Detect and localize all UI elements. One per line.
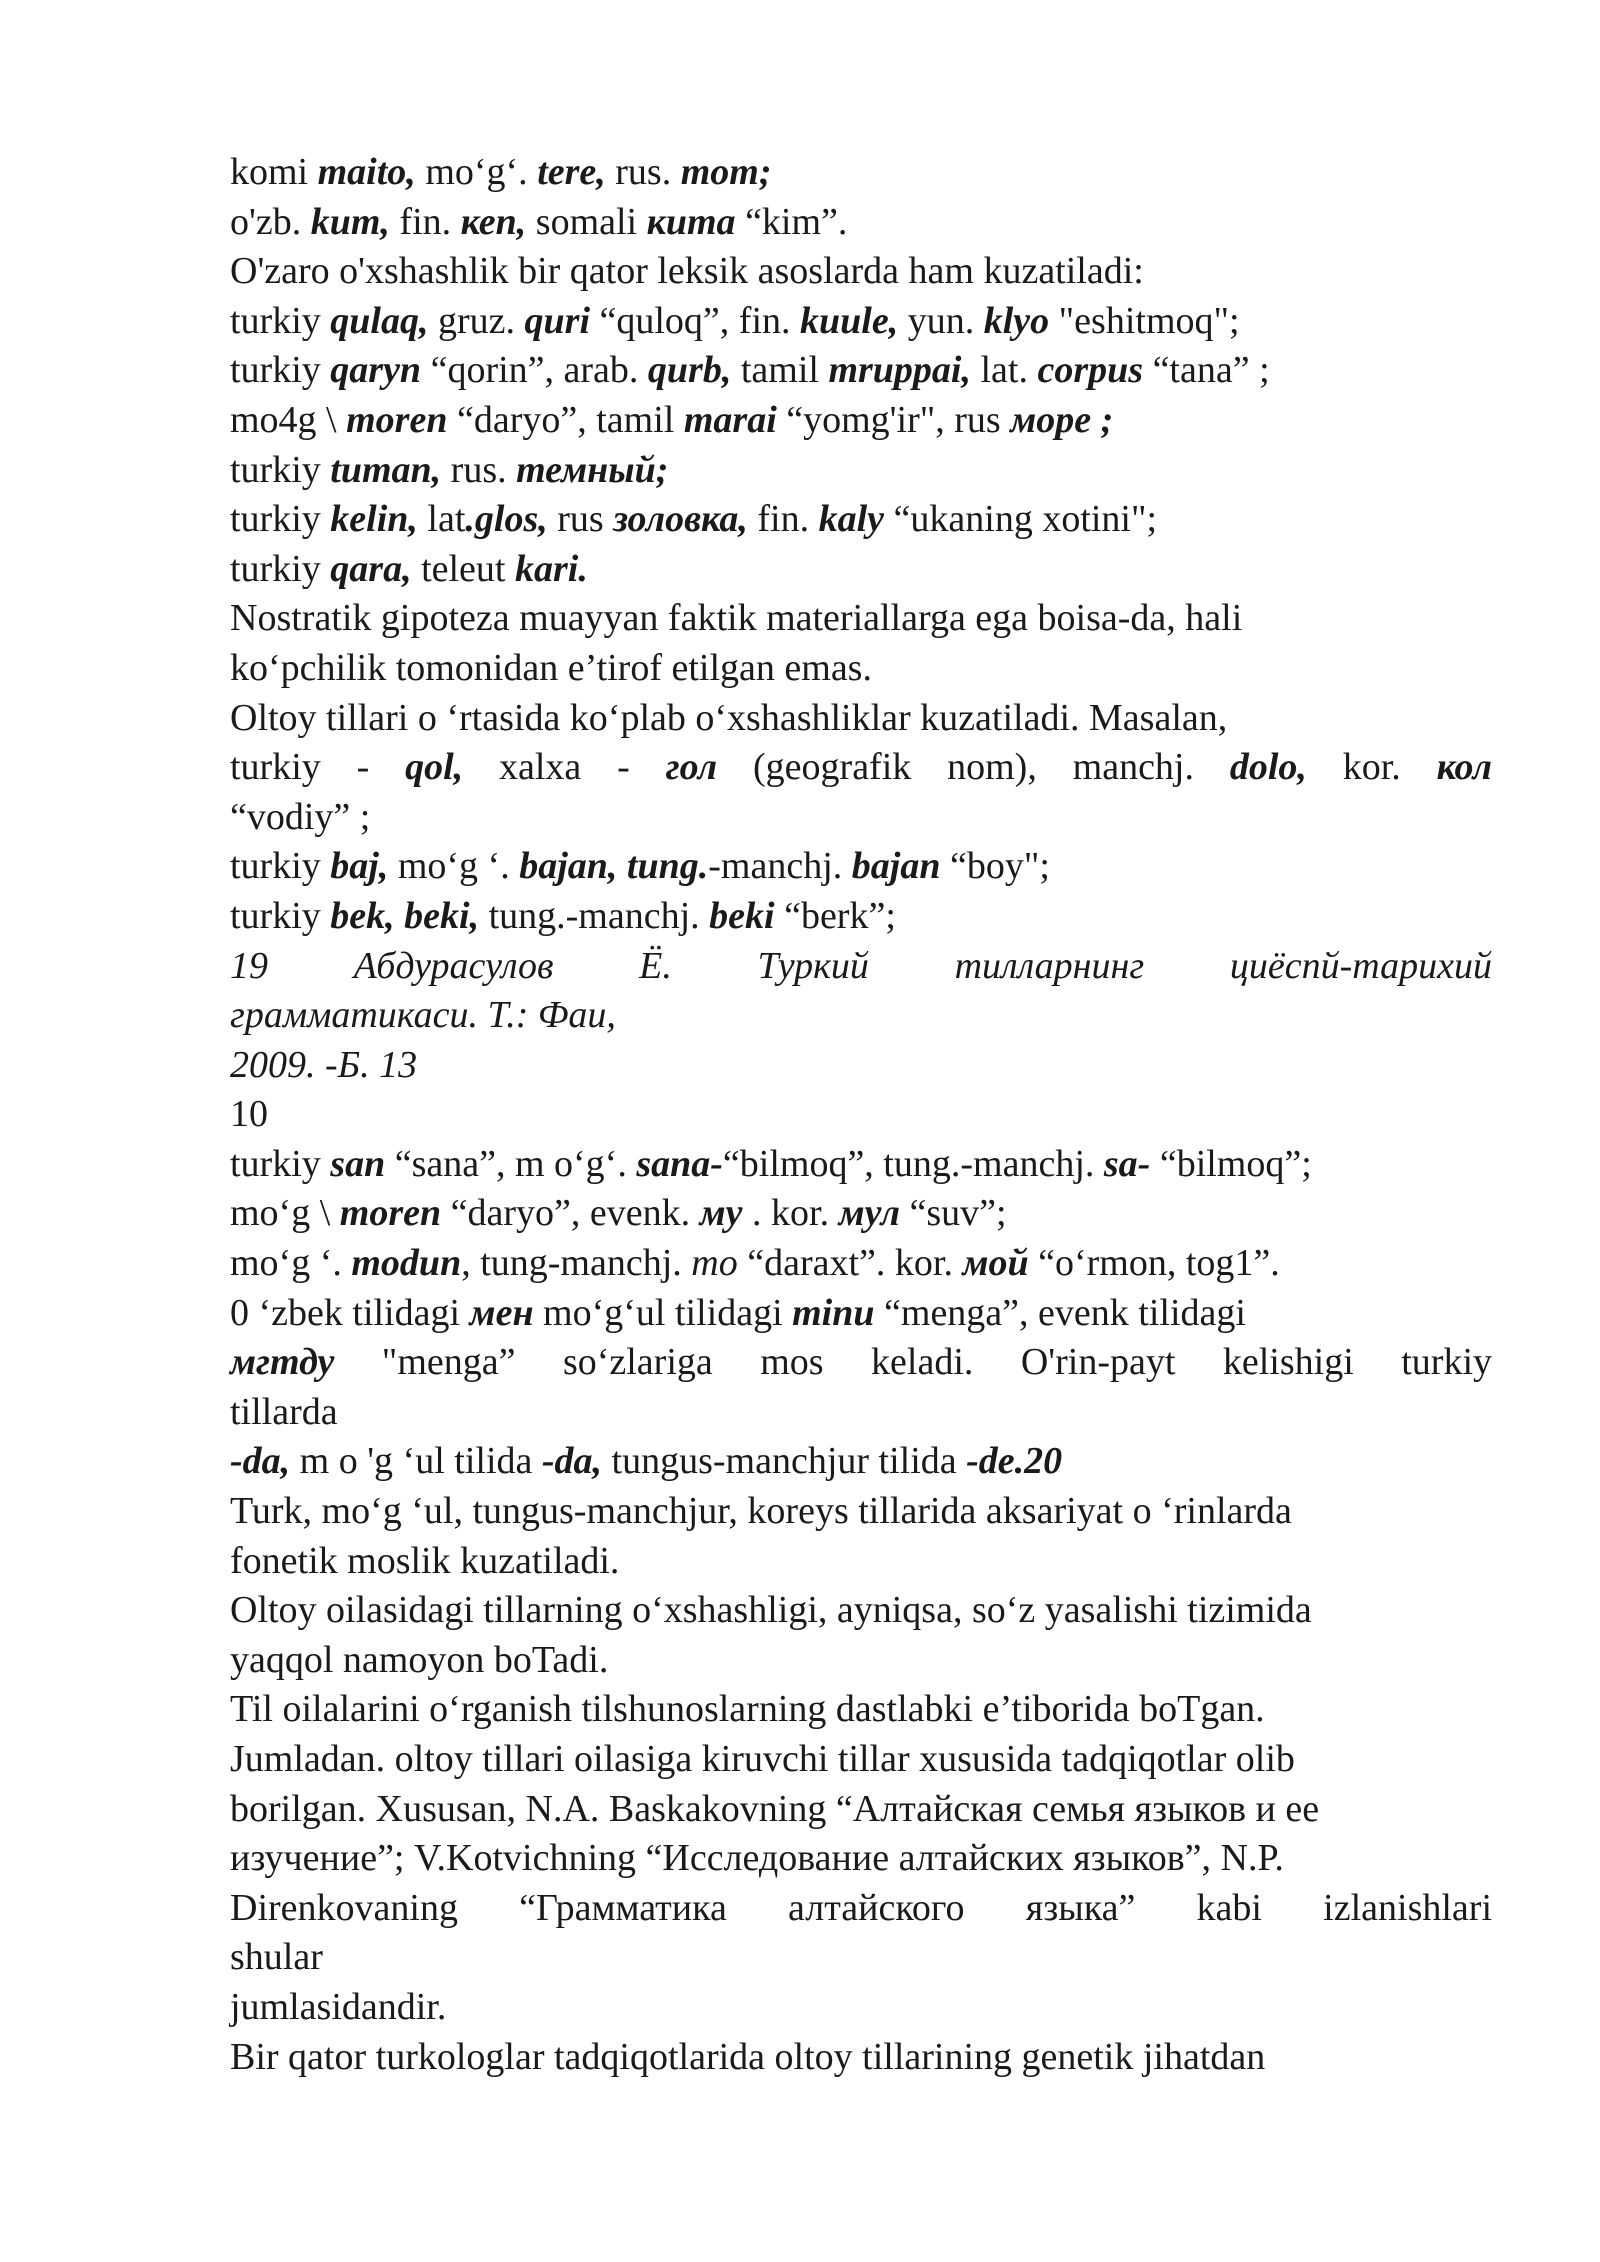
text-line: [230, 1933, 1492, 1983]
text-segment: beki: [709, 894, 775, 937]
text-segment: teleut: [411, 547, 515, 590]
text-segment: Jumladan. oltoy tillari oilasiga kiruvchi tillar xususida tadqiqotlar olib: [230, 1738, 1295, 1780]
text-segment: fin.: [389, 200, 461, 243]
text-line: [230, 892, 1492, 942]
text-segment: fin.: [747, 498, 819, 541]
text-segment: “kim”.: [735, 200, 848, 243]
text-segment: rus.: [605, 151, 681, 193]
text-segment: 19 Абдурасулов Ё. Туркий тилларнинг циёспй-тарихий: [230, 944, 1492, 987]
text-segment: qurb,: [647, 349, 732, 392]
text-segment: qaryn: [330, 349, 422, 392]
text-line: [230, 594, 1492, 644]
text-segment: gruz.: [428, 299, 525, 342]
text-segment: “qorin”, arab.: [421, 349, 648, 392]
text-segment: O'zaro o'xshashlik bir qator leksik asoslarda ham kuzatiladi:: [230, 250, 1144, 293]
text-segment: “suv”;: [900, 1192, 1007, 1235]
text-line: [230, 842, 1492, 892]
text-segment: “tana” ;: [1143, 349, 1270, 392]
text-segment: quri: [524, 299, 590, 342]
text-segment: -da,: [230, 1440, 291, 1483]
text-segment: mo‘g \: [230, 1192, 340, 1235]
text-segment: кол: [1436, 746, 1492, 789]
text-segment: turkiy -: [230, 746, 406, 789]
text-line: [230, 1983, 1492, 2033]
text-line: [230, 1487, 1492, 1537]
text-segment: turkiy: [230, 448, 331, 491]
text-segment: sana-: [636, 1142, 723, 1185]
text-segment: kuule,: [800, 299, 899, 342]
text-line: [230, 495, 1492, 545]
text-segment: bajan: [851, 845, 941, 888]
text-segment: mo‘g‘ul tilidagi: [533, 1291, 793, 1334]
text-segment: "menga” so‘zlariga mos keladi. O'rin-payt kelishigi turkiy: [334, 1341, 1492, 1384]
text-segment: Oltoy oilasidagi tillarning o‘xshashligi, ayniqsa, so‘z yasalishi tizimida: [230, 1589, 1312, 1632]
text-segment: yaqqol namoyon boTadi.: [230, 1638, 609, 1681]
text-segment: “menga”, evenk tilidagi: [874, 1291, 1246, 1334]
text-segment: lat: [417, 498, 466, 541]
text-line: [230, 694, 1492, 744]
text-line: [230, 1338, 1492, 1388]
text-segment: dolo,: [1229, 746, 1307, 789]
text-line: [230, 1041, 1492, 1091]
text-segment: “boy";: [940, 845, 1050, 888]
text-segment: Direnkovaning “Грамматика алтайского языка” kabi izlanishlari: [230, 1886, 1492, 1929]
text-segment: turkiy: [230, 349, 331, 392]
text-segment: kum,: [310, 200, 390, 243]
text-segment: “daryo”, evenk.: [441, 1192, 700, 1235]
text-segment: o'zb.: [230, 200, 311, 243]
text-segment: “bilmoq”;: [1150, 1142, 1312, 1185]
text-segment: то: [691, 1242, 738, 1285]
text-segment: “sana”, m o‘g‘.: [385, 1142, 637, 1185]
text-segment: “berk”;: [774, 894, 896, 937]
text-line: [230, 198, 1492, 248]
text-segment: sa-: [1103, 1142, 1151, 1185]
text-segment: marai: [683, 398, 777, 441]
text-line: [230, 247, 1492, 297]
text-line: [230, 297, 1492, 347]
text-segment: 2009. -Б. 13: [230, 1043, 418, 1086]
text-line: [230, 1537, 1492, 1587]
text-segment: turkiy: [230, 299, 331, 342]
text-segment: Oltoy tillari o ‘rtasida ko‘plab o‘xshashliklar kuzatiladi. Masalan,: [230, 696, 1228, 739]
text-segment: modun: [351, 1242, 462, 1285]
text-segment: maito,: [317, 151, 416, 193]
text-segment: moren: [346, 398, 448, 441]
text-segment: turkiy: [230, 894, 331, 937]
text-segment: xalxa -: [463, 746, 666, 789]
text-segment: mo‘g ‘.: [388, 845, 520, 888]
text-segment: “o‘rmon, tog1”.: [1028, 1242, 1280, 1285]
document-page: [230, 148, 1492, 2082]
text-segment: mruppai,: [828, 349, 971, 392]
text-segment: мен: [469, 1291, 534, 1334]
text-line: [230, 1685, 1492, 1735]
text-segment: Bir qator turkologlar tadqiqotlarida oltoy tillarining genetik jihatdan: [230, 2035, 1266, 2078]
text-segment: золовка,: [613, 498, 748, 541]
text-segment: мгтду: [230, 1341, 335, 1384]
text-line: [230, 1289, 1492, 1339]
text-segment: темный;: [516, 448, 669, 491]
text-segment: kaly: [818, 498, 885, 541]
text-segment: грамматикаси. Т.: Фаи,: [230, 994, 616, 1037]
text-line: [230, 991, 1492, 1041]
text-segment: “yomg'ir", rus: [776, 398, 1011, 441]
text-line: [230, 1140, 1492, 1190]
text-line: [230, 793, 1492, 843]
text-segment: “daryo”, tamil: [447, 398, 684, 441]
text-segment: “quloq”, fin.: [590, 299, 801, 342]
text-segment: mo4g \: [230, 398, 347, 441]
text-segment: turkiy: [230, 498, 331, 541]
text-segment: turkiy: [230, 1142, 331, 1185]
text-segment: klyo: [983, 299, 1050, 342]
text-line: [230, 1735, 1492, 1785]
text-line: [230, 545, 1492, 595]
text-segment: "eshitmoq";: [1049, 299, 1240, 342]
text-segment: moren: [339, 1192, 442, 1235]
text-segment: “bilmoq”, tung.-manchj.: [722, 1142, 1104, 1185]
text-segment: tamil: [731, 349, 829, 392]
text-segment: bajan, tung.: [519, 845, 709, 888]
text-line: [230, 396, 1492, 446]
text-segment: .glos,: [465, 498, 548, 541]
text-segment: “ukaning xotini";: [884, 498, 1158, 541]
text-segment: qara,: [330, 547, 412, 590]
text-line: [230, 446, 1492, 496]
text-segment: -da,: [541, 1440, 603, 1483]
text-segment: tung.-manchj.: [479, 894, 710, 937]
text-line: [230, 1239, 1492, 1289]
text-line: [230, 1884, 1492, 1934]
text-line: [230, 1189, 1492, 1239]
text-segment: 0 ‘zbek tilidagi: [230, 1291, 470, 1334]
text-segment: lat.: [971, 349, 1038, 392]
text-segment: mo‘g‘.: [415, 151, 538, 193]
text-segment: m o 'g ‘ul tilida: [290, 1440, 542, 1483]
text-segment: borilgan. Xususan, N.A. Baskakovning “Алтайская семья языков и ее: [230, 1787, 1320, 1830]
text-line: [230, 148, 1492, 198]
text-segment: Nostratik gipoteza muayyan faktik materiallarga ega boisa-da, hali: [230, 597, 1243, 640]
text-segment: shular: [230, 1936, 323, 1979]
text-segment: baj,: [330, 845, 389, 888]
text-segment: гол: [665, 746, 718, 789]
text-segment: море ;: [1010, 398, 1114, 441]
text-segment: му: [699, 1192, 743, 1235]
text-segment: (geografik nom), manchj.: [717, 746, 1230, 789]
text-segment: san: [330, 1142, 386, 1185]
text-line: [230, 1090, 1492, 1140]
text-segment: -de.20: [966, 1440, 1063, 1483]
text-segment: tungus-manchjur tilida: [602, 1440, 967, 1483]
text-segment: tere,: [537, 151, 606, 193]
text-segment: bek, beki,: [330, 894, 480, 937]
text-line: [230, 346, 1492, 396]
text-segment: “vodiy” ;: [230, 795, 371, 838]
text-segment: . kor.: [742, 1192, 839, 1235]
text-segment: 10: [230, 1093, 268, 1136]
text-line: [230, 1636, 1492, 1686]
text-segment: kari.: [514, 547, 588, 590]
text-segment: kor.: [1306, 746, 1437, 789]
text-line: [230, 1437, 1492, 1487]
text-line: [230, 644, 1492, 694]
text-line: [230, 942, 1492, 992]
text-segment: qol,: [405, 746, 464, 789]
text-segment: fonetik moslik kuzatiladi.: [230, 1539, 620, 1582]
text-line: [230, 1785, 1492, 1835]
text-segment: rus.: [441, 448, 517, 491]
text-segment: turkiy: [230, 547, 331, 590]
text-segment: mom;: [680, 151, 772, 193]
text-segment: -manchj.: [708, 845, 852, 888]
text-line: [230, 1586, 1492, 1636]
text-segment: somali: [526, 200, 647, 243]
text-segment: изучение”; V.Kotvichning “Исследование алтайских языков”, N.P.: [230, 1837, 1284, 1880]
text-segment: мул: [838, 1192, 900, 1235]
text-segment: tillarda: [230, 1390, 338, 1433]
text-segment: qulaq,: [330, 299, 429, 342]
text-line: [230, 1388, 1492, 1438]
text-segment: Til oilalarini o‘rganish tilshunoslarning dastlabki e’tiborida boTgan.: [230, 1688, 1265, 1731]
text-segment: Turk, mo‘g ‘ul, tungus-manchjur, koreys tillarida aksariyat o ‘rinlarda: [230, 1490, 1292, 1533]
text-segment: kelin,: [330, 498, 418, 541]
text-segment: мой: [962, 1242, 1029, 1285]
text-segment: jumlasidandir.: [230, 1985, 447, 2028]
text-line: [230, 1834, 1492, 1884]
text-segment: rus: [547, 498, 614, 541]
text-segment: ko‘pchilik tomonidan e’tirof etilgan emas.: [230, 646, 872, 689]
text-segment: , tung-manchj.: [461, 1242, 692, 1285]
text-segment: mo‘g ‘.: [230, 1242, 352, 1285]
text-segment: yun.: [898, 299, 984, 342]
text-segment: corpus: [1037, 349, 1144, 392]
text-segment: turkiy: [230, 845, 331, 888]
text-segment: “daraxt”. kor.: [737, 1242, 963, 1285]
text-segment: кеп,: [460, 200, 527, 243]
text-line: [230, 743, 1492, 793]
text-segment: кита: [646, 200, 736, 243]
text-segment: komi: [230, 151, 318, 193]
text-segment: tuman,: [330, 448, 442, 491]
text-segment: minu: [792, 1291, 875, 1334]
text-line: [230, 2033, 1492, 2083]
